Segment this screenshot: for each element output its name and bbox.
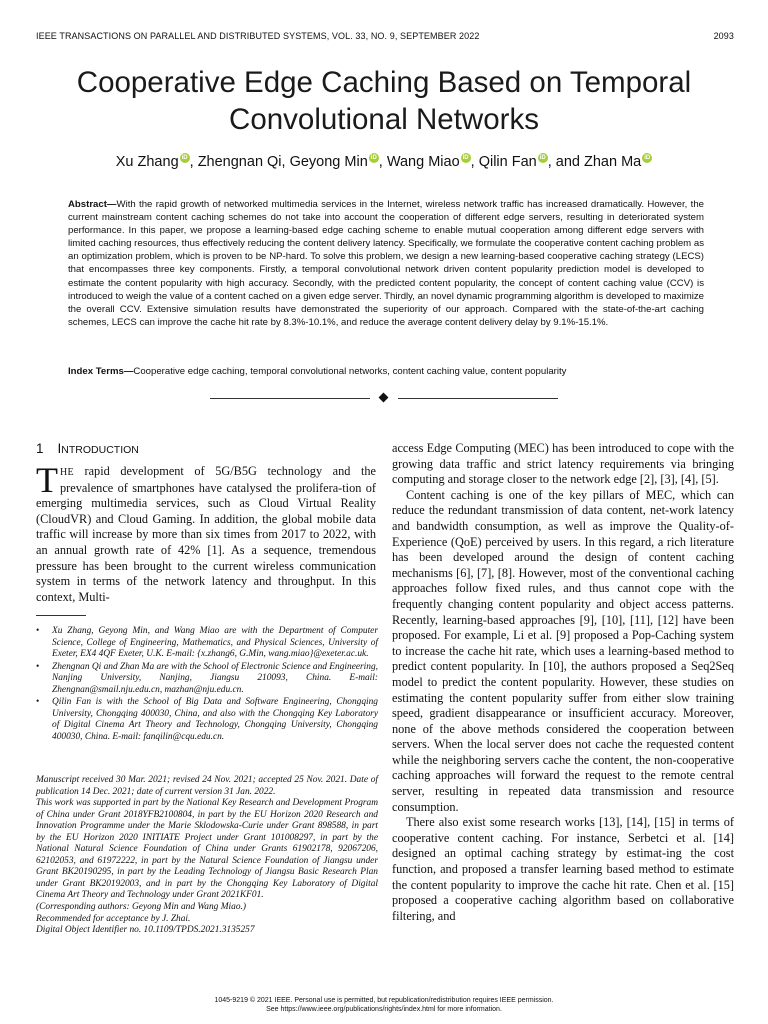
copyright-line: 1045-9219 © 2021 IEEE. Personal use is permitted, but republication/redistribution requires IEEE permission. [214,997,554,1004]
title-line-1: Cooperative Edge Caching Based on Temporal [76,66,692,99]
body-paragraph: access Edge Computing (MEC) has been introduced to cope with the growing data traffic and strict latency requirements via bringing computing and storage closer to the network edge [2], [3], [4], [5]. [392,441,734,487]
index-terms-text: Cooperative edge caching, temporal convolutional networks, content caching value, content popularity [133,366,567,377]
section-heading [36,441,376,458]
orcid-icon[interactable]: iD [181,155,188,161]
orcid-icon[interactable]: iD [539,155,546,161]
corresponding-authors: (Corresponding authors: Geyong Min and Wang Miao.) [36,902,246,913]
abstract-label: Abstract [68,199,107,210]
index-terms [68,365,704,378]
manuscript-dates: Manuscript received 30 Mar. 2021; revised 24 Nov. 2021; accepted 25 Nov. 2021. Date of publication 14 Dec. 2021; date of current version 31 Jan. 2022. [36,775,378,797]
orcid-icon[interactable]: iD [370,155,377,161]
divider-line [210,398,370,399]
affiliation-text: Xu Zhang, Geyong Min, and Wang Miao are with the Department of Computer Science, College of Engineering, Mathematics, and Physical Sciences, University of Exeter, EX4 4QF Exeter, U.K. E-mail: {x.zhang6, G.Min, wang.miao}@exeter.ac.uk. [52,626,378,659]
intro-paragraph [36,460,376,605]
section-divider [210,393,558,405]
bullet-icon: • [36,626,40,636]
doi: Digital Object Identifier no. 10.1109/TPDS.2021.3135257 [36,925,255,936]
bullet-icon: • [36,661,40,672]
index-terms-dash: — [123,366,134,377]
orcid-icon[interactable]: iD [462,155,469,161]
affiliation-item [36,697,378,743]
author-name: Xu Zhang [115,154,179,170]
index-terms-label: Index Terms [68,366,124,377]
orcid-icon[interactable]: iD [644,155,651,161]
drop-cap-rest: HE [60,467,74,478]
section-title-initial: I [57,441,62,456]
author-name: , Wang Miao [378,154,460,170]
affiliation-item [36,626,378,661]
abstract-dash: — [106,199,117,210]
affiliation-text: Qilin Fan is with the School of Big Data and Software Engineering, Chongqing University, Chongqing 400030, China, and also with the Chongqing Key Laboratory of Digital Cinema Art Theory and Technology, Chongqing University, Chongqing 400030, China. E-mail: fanqilin@cqu.edu.cn. [52,697,378,742]
affiliation-text: Zhengnan Qi and Zhan Ma are with the School of Electronic Science and Engineering, Nanjing University, Nanjing, Jiangsu 210093, China. E-mail: Zhengnan@smail.nju.edu.cn, mazhan@nju.edu.cn. [52,661,378,695]
body-paragraph: Content caching is one of the key pillars of MEC, which can reduce the redundant transmission of data content, net-work latency and bandwidth consumption, as well as improve the Quality-of-Experience (QoE) perceived by users. In this regard, a rich literature has been developed around the design of content caching mechanisms [6], [7], [8]. However, most of the conventional caching approaches follow fixed rules, and thus cannot cope with the frequently changing content popularity and object access patterns. Recently, learning-based approaches [9], [10], [11], [12] have been proposed. For example, Li et al. [9] proposed a Pop-Caching system to increase the cache hit rate, which uses a learning-based method to predict content popularity. In [10], the authors proposed a Seq2Seq model to predict the content popularity. However, these studies on estimating the content popularity suffer from either slow training speed, gradient disappearance or insufficient accuracy. Moreover, none of the above methods considered the cooperation between servers. When the local server does not cache the requested content while the neighboring servers cache the content, the non-cooperative caching approaches will forward the request to the remote central server, resulting in repeated data transmission and resource consumption. [392,487,734,814]
affiliations [36,626,378,744]
author-name: , and Zhan Ma [547,154,642,170]
recommended-by: Recommended for acceptance by J. Zhai. [36,913,191,924]
manuscript-info [36,775,378,937]
right-column [392,441,734,924]
author-name: , Zhengnan Qi, Geyong Min [189,154,368,170]
diamond-icon [379,393,389,403]
running-head [36,31,734,45]
journal-name: IEEE TRANSACTIONS ON PARALLEL AND DISTRIBUTED SYSTEMS, VOL. 33, NO. 9, SEPTEMBER 2022 [36,31,480,41]
body-paragraph: There also exist some research works [13], [14], [15] in terms of cooperative content caching. For instance, Serbetci et al. [14] designed an optimal caching strategy by estimat-ing the cost function, and proposed a transfer learning based method to estimate the content popularity to improve the cache hit rate. Chen et al. [15] proposed a cooperative caching algorithm based on collaborative filtering, and [392,815,734,923]
bullet-icon: • [36,697,40,707]
section-title-rest: NTRODUCTION [61,444,139,456]
section-number: 1 [36,441,44,456]
author-list [30,152,738,172]
paper-title [30,64,738,138]
divider-line [398,398,558,399]
page-number: 2093 [713,31,734,41]
rights-link: See https://www.ieee.org/publications/rights/index.html for more information. [266,1006,502,1013]
intro-text: rapid development of 5G/B5G technology and the prevalence of smartphones have catalysed the prolifera-tion of emerging multimedia services, such as Cloud Virtual Reality (CloudVR) and Cloud Gaming. In addition, the global mobile data traffic will increase by more than six times from 2017 to 2022, with an annual growth rate of 42% [1]. As a sequence, tremendous pressure has been brought to the current wireless communication system in terms of the network latency and throughput. In this context, Multi- [36,464,376,604]
abstract [68,198,704,329]
author-name: , Qilin Fan [470,154,537,170]
footnote-rule [36,615,86,616]
funding-note: This work was supported in part by the National Key Research and Development Program of China under Grant 2018YFB2100804, in part by the EU Horizon 2020 Research and Innovation Programme under the Marie Sklodowska-Curie under Grant 898588, in part by the EU Horizon 2020 INITIATE Project under Grant 101008297, in part by the National Natural Science Foundation of China under Grants 61902178, 92067206, 62102053, and 61972222, in part by the Natural Science Foundation of Jiangsu under Grant BK20190295, in part by the Leading Technology of Jiangsu Basic Research Plan under Grant BK20192003, and in part by the Chongqing Key Laboratory of Digital Cinema Art Theory and Technology under Grant 2021KF01. [36,798,378,901]
drop-cap: T [36,460,58,500]
left-column [36,441,376,605]
copyright-footer [30,996,738,1014]
abstract-text: With the rapid growth of networked multimedia services in the Internet, wireless network traffic has increased dramatically. However, the current mainstream content caching schemes do not take into account the cooperation of different edge servers, resulting in deteriorated system performance. In this paper, we propose a learning-based edge caching scheme to enable mutual cooperation among different edge servers with limited caching resources, thus effectively reducing the content delivery latency. Specifically, we formulate the cooperative content caching problem as an optimization problem, which is proven to be NP-hard. To solve this problem, we design a new learning-based cooperative caching strategy (LECS) that encompasses three key components. Firstly, a temporal convolutional network driven content popularity prediction model is developed to estimate the content popularity with high accuracy. Secondly, with the predicted content popularity, the concept of content caching value (CCV) is introduced to weigh the value of a content cached on a given edge server. Thirdly, an novel dynamic programming algorithm is developed to maximize the overall CCV. Extensive simulation results have demonstrated the superiority of our approach. Compared with the state-of-the-art caching schemes, LECS can improve the cache hit rate by 8.3%-10.1%, and reduce the average content delivery delay by 9.1%-15.1%. [68,199,704,328]
title-line-2: Convolutional Networks [229,103,539,136]
affiliation-item [36,662,378,697]
